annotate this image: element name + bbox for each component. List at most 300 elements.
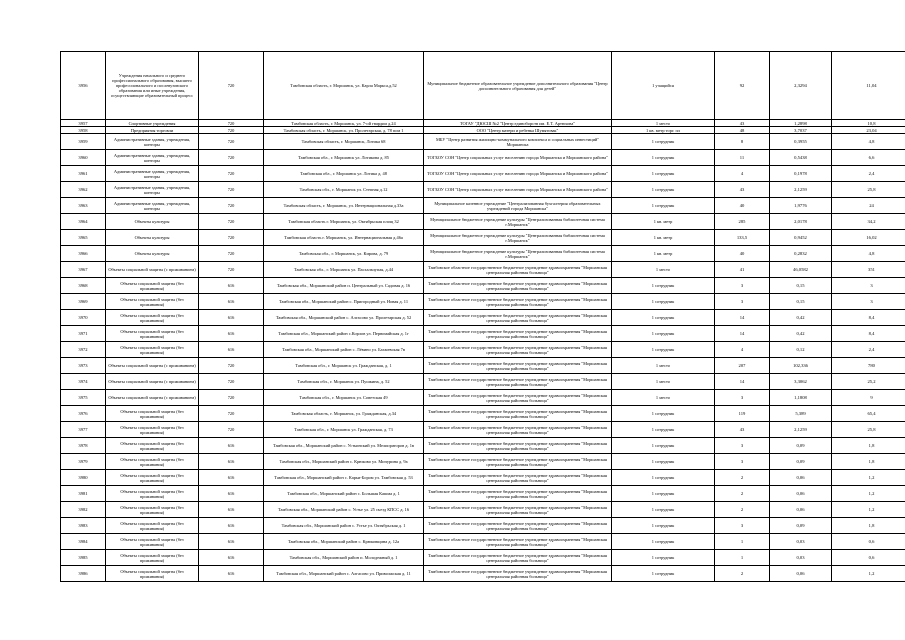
norm-cell: 0,09 — [770, 518, 832, 534]
volume-cell: 1,2 — [832, 470, 905, 486]
object-type-cell: Объекты культуры — [106, 246, 199, 262]
unit-cell: 1 сотрудник — [612, 438, 715, 454]
object-type-cell: Объекты социальной защиты (без проживания) — [106, 310, 199, 326]
norm-cell: 0,2832 — [770, 246, 832, 262]
norm-cell: 0,5438 — [770, 150, 832, 166]
quantity-cell: 11 — [715, 150, 770, 166]
organization-cell: ООО "Центр матери и ребенка Шумятовак" — [424, 127, 612, 134]
category-code-cell: 720 — [199, 120, 264, 127]
object-type-cell: Объекты культуры — [106, 214, 199, 230]
volume-cell: 351 — [832, 262, 905, 278]
organization-cell: Тамбовское областное государственное бюджетное учреждение здравоохранения "Моршанская центральная районная больница" — [424, 278, 612, 294]
unit-cell: 1 место — [612, 358, 715, 374]
category-code-cell: 720 — [199, 406, 264, 422]
object-type-cell: Предприятия торговли — [106, 127, 199, 134]
volume-cell: 23,04 — [832, 127, 905, 134]
row-number-cell: 3961 — [61, 166, 106, 182]
unit-cell: 1 сотрудник — [612, 470, 715, 486]
unit-cell: 1 кв. метр — [612, 214, 715, 230]
volume-cell: 8,4 — [832, 326, 905, 342]
quantity-cell: 1 — [715, 550, 770, 566]
address-cell: Тамбовская обл., г. Моршанск ул. Степная д.12 — [264, 182, 424, 198]
row-number-cell: 3976 — [61, 406, 106, 422]
quantity-cell: 2 — [715, 486, 770, 502]
row-number-cell: 3984 — [61, 534, 106, 550]
table-row — [61, 310, 905, 326]
organization-cell: ТОГАУ "ДЮСШ №2 "Центр единоборств им. Е.Т. Артюхова" — [424, 120, 612, 127]
object-type-cell: Объекты социальной защиты (без проживания) — [106, 534, 199, 550]
quantity-cell: 3 — [715, 518, 770, 534]
quantity-cell: 14 — [715, 374, 770, 390]
norm-cell: 0,9452 — [770, 230, 832, 246]
address-cell: Тамбовская обл., Моршанский район п. Центральный ул. Садовая д. 16 — [264, 278, 424, 294]
table-row — [61, 127, 905, 134]
row-number-cell: 3967 — [61, 262, 106, 278]
table-body — [61, 52, 905, 582]
norm-cell: 2,1259 — [770, 422, 832, 438]
organization-cell: Тамбовское областное государственное бюджетное учреждение здравоохранения "Моршанская центральная районная больница" — [424, 534, 612, 550]
norm-cell: 5,389 — [770, 406, 832, 422]
unit-cell: 1 сотрудник — [612, 182, 715, 198]
unit-cell: 1 кв. метр торг. пл — [612, 127, 715, 134]
table-row — [61, 198, 905, 214]
row-number-cell: 3974 — [61, 374, 106, 390]
address-cell: Тамбовская обл., Моршанский район с.Корлов ул. Первомайская д. 1г — [264, 326, 424, 342]
norm-cell: 1,2898 — [770, 120, 832, 127]
norm-cell: 102,336 — [770, 358, 832, 374]
quantity-cell: 4 — [715, 166, 770, 182]
volume-cell: 1,2 — [832, 486, 905, 502]
table-row — [61, 182, 905, 198]
object-type-cell: Учреждения начального и среднего профессионального образования, высшего профессионального и послевузовского образования или иные учреждения, осуществляющие образовательный процесс — [106, 52, 199, 120]
address-cell: Тамбовская область, г. Моршанск, ул. 7-ой гвардии д.24 — [264, 120, 424, 127]
organization-cell: Муниципальное бюджетное учреждение культуры "Централизованная библиотечная система г.Моршанск" — [424, 214, 612, 230]
category-code-cell: 720 — [199, 198, 264, 214]
volume-cell: 34,2 — [832, 214, 905, 230]
unit-cell: 1 место — [612, 374, 715, 390]
norm-cell: 0,15 — [770, 294, 832, 310]
volume-cell: 0,6 — [832, 534, 905, 550]
row-number-cell: 3973 — [61, 358, 106, 374]
row-number-cell: 3960 — [61, 150, 106, 166]
row-number-cell: 3971 — [61, 326, 106, 342]
row-number-cell: 3977 — [61, 422, 106, 438]
unit-cell: 1 сотрудник — [612, 134, 715, 150]
norm-cell: 0,1978 — [770, 166, 832, 182]
address-cell: Тамбовская обл., Моршанский район с. Крюковщина д. 12а — [264, 534, 424, 550]
norm-cell: 0,06 — [770, 566, 832, 582]
table-row — [61, 262, 905, 278]
unit-cell: 1 сотрудник — [612, 166, 715, 182]
table-row — [61, 134, 905, 150]
table-row — [61, 120, 905, 127]
norm-cell: 0,03 — [770, 550, 832, 566]
unit-cell: 1 кв. метр — [612, 246, 715, 262]
address-cell: Тамбовская обл., Моршанский район с. Пригородный ул. Новая д. 11 — [264, 294, 424, 310]
category-code-cell: 616 — [199, 518, 264, 534]
unit-cell: 1 сотрудник — [612, 486, 715, 502]
object-type-cell: Объекты социальной защиты (без проживания) — [106, 502, 199, 518]
row-number-cell: 3982 — [61, 502, 106, 518]
quantity-cell: 41 — [715, 262, 770, 278]
unit-cell: 1 место — [612, 120, 715, 127]
address-cell: Тамбовская обл., Моршанский район с. Лёвино ул. Бахмевская 7в — [264, 342, 424, 358]
object-type-cell: Объекты социальной защиты (без проживания) — [106, 550, 199, 566]
address-cell: Тамбовская область г. Моршанск, ул. Интернациональная д.46а — [264, 230, 424, 246]
category-code-cell: 720 — [199, 214, 264, 230]
volume-cell: 11,04 — [832, 52, 905, 120]
table-row — [61, 454, 905, 470]
volume-cell: 3 — [832, 294, 905, 310]
organization-cell: Тамбовское областное государственное бюджетное учреждение здравоохранения "Моршанская центральная районная больница" — [424, 374, 612, 390]
volume-cell: 24 — [832, 198, 905, 214]
object-type-cell: Объекты социальной защиты (без проживания) — [106, 566, 199, 582]
organization-cell: Тамбовское областное государственное бюджетное учреждение здравоохранения "Моршанская центральная районная больница" — [424, 390, 612, 406]
quantity-cell: 2 — [715, 502, 770, 518]
category-code-cell: 616 — [199, 566, 264, 582]
object-type-cell: Объекты социальной защиты (без проживания) — [106, 294, 199, 310]
unit-cell: 1 сотрудник — [612, 310, 715, 326]
quantity-cell: 92 — [715, 52, 770, 120]
unit-cell: 1 учащийся — [612, 52, 715, 120]
row-number-cell: 3969 — [61, 294, 106, 310]
volume-cell: 6,6 — [832, 150, 905, 166]
object-type-cell: Объекты социальной защиты (с проживанием) — [106, 358, 199, 374]
volume-cell: 65,4 — [832, 406, 905, 422]
norm-cell: 0,06 — [770, 486, 832, 502]
norm-cell: 0,03 — [770, 534, 832, 550]
quantity-cell: 4 — [715, 342, 770, 358]
address-cell: Тамбовская обл., Моршанский район п. Молодежный д. 1 — [264, 550, 424, 566]
quantity-cell: 3 — [715, 390, 770, 406]
row-number-cell: 3965 — [61, 230, 106, 246]
table-row — [61, 214, 905, 230]
unit-cell: 1 место — [612, 390, 715, 406]
category-code-cell: 616 — [199, 470, 264, 486]
address-cell: Тамбовская обл., г. Моршанск ул. Лотика д. 48 — [264, 166, 424, 182]
organization-cell: Тамбовское областное государственное бюджетное учреждение здравоохранения "Моршанская центральная районная больница" — [424, 310, 612, 326]
volume-cell: 0,6 — [832, 550, 905, 566]
waste-norms-table — [60, 51, 905, 582]
category-code-cell: 720 — [199, 127, 264, 134]
organization-cell: Муниципальное бюджетное учреждение культуры "Централизованная библиотечная система г.Моршанск" — [424, 246, 612, 262]
unit-cell: 1 сотрудник — [612, 294, 715, 310]
table-row — [61, 230, 905, 246]
address-cell: Тамбовская обл., Моршанский район с. Алгасово ул. Пролетарская д. 52 — [264, 310, 424, 326]
volume-cell: 25,8 — [832, 422, 905, 438]
unit-cell: 1 сотрудник — [612, 502, 715, 518]
table-row — [61, 566, 905, 582]
volume-cell: 1,8 — [832, 454, 905, 470]
volume-cell: 25,2 — [832, 374, 905, 390]
object-type-cell: Объекты социальной защиты (с проживанием) — [106, 262, 199, 278]
volume-cell: 1,8 — [832, 438, 905, 454]
table-row — [61, 166, 905, 182]
row-number-cell: 3968 — [61, 278, 106, 294]
category-code-cell: 616 — [199, 326, 264, 342]
object-type-cell: Спортивные учреждения — [106, 120, 199, 127]
row-number-cell: 3972 — [61, 342, 106, 358]
organization-cell: ТОГБОУ СОН "Центр социальных услуг населению города Моршанска и Моршанского района" — [424, 182, 612, 198]
organization-cell: Тамбовское областное государственное бюджетное учреждение здравоохранения "Моршанская центральная районная больница" — [424, 326, 612, 342]
volume-cell: 3 — [832, 278, 905, 294]
address-cell: Тамбовская обл., Моршанский район с. Устье ул. Октябрьская д. 1 — [264, 518, 424, 534]
table-row — [61, 278, 905, 294]
organization-cell: Тамбовское областное государственное бюджетное учреждение здравоохранения "Моршанская центральная районная больница" — [424, 470, 612, 486]
table-row — [61, 518, 905, 534]
norm-cell: 2,3294 — [770, 52, 832, 120]
category-code-cell: 616 — [199, 294, 264, 310]
address-cell: Тамбовская обл., Моршанский район с. Большая Кашма д. 1 — [264, 486, 424, 502]
object-type-cell: Административные здания, учреждения, конторы — [106, 134, 199, 150]
object-type-cell: Объекты социальной защиты (без проживания) — [106, 342, 199, 358]
organization-cell: Тамбовское областное государственное бюджетное учреждение здравоохранения "Моршанская центральная районная больница" — [424, 342, 612, 358]
unit-cell: 1 сотрудник — [612, 278, 715, 294]
row-number-cell: 3963 — [61, 198, 106, 214]
quantity-cell: 3 — [715, 438, 770, 454]
row-number-cell: 3983 — [61, 518, 106, 534]
object-type-cell: Административные здания, учреждения, конторы — [106, 166, 199, 182]
address-cell: Тамбовская область г. Моршанск, ул. Октябрьская площ 32 — [264, 214, 424, 230]
unit-cell: 1 место — [612, 262, 715, 278]
category-code-cell: 720 — [199, 358, 264, 374]
organization-cell: Тамбовское областное государственное бюджетное учреждение здравоохранения "Моршанская центральная районная больница" — [424, 454, 612, 470]
volume-cell: 16,02 — [832, 230, 905, 246]
category-code-cell: 720 — [199, 230, 264, 246]
quantity-cell: 133,5 — [715, 230, 770, 246]
row-number-cell: 3970 — [61, 310, 106, 326]
quantity-cell: 207 — [715, 358, 770, 374]
address-cell: Тамбовская область, г. Моршанск, Лотика 68 — [264, 134, 424, 150]
table-row — [61, 52, 905, 120]
table-row — [61, 486, 905, 502]
table-row — [61, 326, 905, 342]
norm-cell: 0,42 — [770, 326, 832, 342]
norm-cell: 0,42 — [770, 310, 832, 326]
row-number-cell: 3980 — [61, 470, 106, 486]
organization-cell: Тамбовское областное государственное бюджетное учреждение здравоохранения "Моршанская центральная районная больница" — [424, 438, 612, 454]
table-row — [61, 294, 905, 310]
table-row — [61, 550, 905, 566]
category-code-cell: 720 — [199, 246, 264, 262]
norm-cell: 3,3062 — [770, 374, 832, 390]
row-number-cell: 3956 — [61, 52, 106, 120]
address-cell: Тамбовская обл., г. Моршанск ул. Гражданская, д. 1 — [264, 358, 424, 374]
organization-cell: Тамбовское областное государственное бюджетное учреждение здравоохранения "Моршанская центральная районная больница" — [424, 486, 612, 502]
table-row — [61, 470, 905, 486]
table-row — [61, 374, 905, 390]
object-type-cell: Объекты социальной защиты (без проживания) — [106, 454, 199, 470]
address-cell: Тамбовская обл., г. Моршанск ул. Лотикова д. 85 — [264, 150, 424, 166]
object-type-cell: Объекты социальной защиты (без проживания) — [106, 326, 199, 342]
category-code-cell: 720 — [199, 166, 264, 182]
unit-cell: 1 сотрудник — [612, 150, 715, 166]
object-type-cell: Объекты социальной защиты (без проживания) — [106, 422, 199, 438]
category-code-cell: 720 — [199, 134, 264, 150]
object-type-cell: Объекты культуры — [106, 230, 199, 246]
quantity-cell: 3 — [715, 454, 770, 470]
norm-cell: 46,0582 — [770, 262, 832, 278]
quantity-cell: 285 — [715, 214, 770, 230]
volume-cell: 4,8 — [832, 246, 905, 262]
organization-cell: Муниципальное бюджетное образовательное учреждение дополнительного образования "Центр дополнительного образования для детей" — [424, 52, 612, 120]
address-cell: Тамбовская обл., г. Моршанск ул. Советская 49 — [264, 390, 424, 406]
category-code-cell: 720 — [199, 422, 264, 438]
norm-cell: 2,1259 — [770, 182, 832, 198]
address-cell: Тамбовская обл., г. Моршанск, ул. Кирова, д. 79 — [264, 246, 424, 262]
quantity-cell: 14 — [715, 326, 770, 342]
category-code-cell: 616 — [199, 310, 264, 326]
row-number-cell: 3959 — [61, 134, 106, 150]
volume-cell: 1,2 — [832, 566, 905, 582]
object-type-cell: Объекты социальной защиты (без проживания) — [106, 438, 199, 454]
quantity-cell: 8 — [715, 134, 770, 150]
row-number-cell: 3966 — [61, 246, 106, 262]
address-cell: Тамбовская обл., г. Моршанск ул. Пасхальчупая, д.44 — [264, 262, 424, 278]
table-row — [61, 534, 905, 550]
norm-cell: 3,7037 — [770, 127, 832, 134]
unit-cell: 1 сотрудник — [612, 454, 715, 470]
object-type-cell: Объекты социальной защиты (без проживания) — [106, 278, 199, 294]
unit-cell: 1 сотрудник — [612, 422, 715, 438]
object-type-cell: Объекты социальной защиты (без проживания) — [106, 486, 199, 502]
unit-cell: 1 сотрудник — [612, 406, 715, 422]
organization-cell: Тамбовское областное государственное бюджетное учреждение здравоохранения "Моршанская центральная районная больница" — [424, 294, 612, 310]
address-cell: Тамбовская область, г. Моршанск, ул. Интернациональная д.33а — [264, 198, 424, 214]
object-type-cell: Объекты социальной защиты (без проживания) — [106, 406, 199, 422]
category-code-cell: 720 — [199, 374, 264, 390]
volume-cell: 2,4 — [832, 342, 905, 358]
row-number-cell: 3978 — [61, 438, 106, 454]
row-number-cell: 3962 — [61, 182, 106, 198]
quantity-cell: 40 — [715, 198, 770, 214]
volume-cell: 780 — [832, 358, 905, 374]
category-code-cell: 616 — [199, 550, 264, 566]
row-number-cell: 3957 — [61, 120, 106, 127]
category-code-cell: 616 — [199, 486, 264, 502]
norm-cell: 0,09 — [770, 454, 832, 470]
address-cell: Тамбовская обл., Моршанский район с. Устье ул. 25 съезд КПСС д. 16 — [264, 502, 424, 518]
row-number-cell: 3981 — [61, 486, 106, 502]
quantity-cell: 43 — [715, 422, 770, 438]
row-number-cell: 3964 — [61, 214, 106, 230]
row-number-cell: 3986 — [61, 566, 106, 582]
organization-cell: Тамбовское областное государственное бюджетное учреждение здравоохранения "Моршанская центральная районная больница" — [424, 358, 612, 374]
table-row — [61, 246, 905, 262]
table-row — [61, 422, 905, 438]
volume-cell: 4,8 — [832, 134, 905, 150]
row-number-cell: 3985 — [61, 550, 106, 566]
unit-cell: 1 сотрудник — [612, 566, 715, 582]
quantity-cell: 2 — [715, 470, 770, 486]
norm-cell: 0,09 — [770, 438, 832, 454]
category-code-cell: 720 — [199, 182, 264, 198]
unit-cell: 1 сотрудник — [612, 534, 715, 550]
address-cell: Тамбовская область, г. Моршанск, ул. Карла Маркса,д.52 — [264, 52, 424, 120]
table-row — [61, 358, 905, 374]
category-code-cell: 616 — [199, 454, 264, 470]
organization-cell: Муниципальное казенное учреждение "Централизованная бухгалтерия образовательных учреждений города Моршанска" — [424, 198, 612, 214]
object-type-cell: Административные здания, учреждения, конторы — [106, 182, 199, 198]
volume-cell: 8,4 — [832, 310, 905, 326]
category-code-cell: 616 — [199, 278, 264, 294]
unit-cell: 1 сотрудник — [612, 342, 715, 358]
organization-cell: Тамбовское областное государственное бюджетное учреждение здравоохранения "Моршанская центральная районная больница" — [424, 550, 612, 566]
norm-cell: 0,3955 — [770, 134, 832, 150]
organization-cell: ТОГБОУ СОН "Центр социальных услуг населению города Моршанска и Моршанского района" — [424, 150, 612, 166]
category-code-cell: 616 — [199, 438, 264, 454]
organization-cell: МБУ "Центр развития жилищно-коммунального комплекса и социальных инвестиций" Моршанска — [424, 134, 612, 150]
table-row — [61, 502, 905, 518]
category-code-cell: 616 — [199, 534, 264, 550]
address-cell: Тамбовская область, г. Моршанск, ул. Пролетарская, д. 78 пом 1 — [264, 127, 424, 134]
table-row — [61, 438, 905, 454]
organization-cell: Тамбовское областное государственное бюджетное учреждение здравоохранения "Моршанская центральная районная больница" — [424, 262, 612, 278]
quantity-cell: 2 — [715, 566, 770, 582]
address-cell: Тамбовская обл., г. Моршанск ул. Пушкина, д. 52 — [264, 374, 424, 390]
category-code-cell: 720 — [199, 262, 264, 278]
organization-cell: Тамбовское областное государственное бюджетное учреждение здравоохранения "Моршанская центральная районная больница" — [424, 566, 612, 582]
volume-cell: 25,8 — [832, 182, 905, 198]
address-cell: Тамбовская область, г. Моршанск, ул. Гражданская, д.34 — [264, 406, 424, 422]
organization-cell: Тамбовское областное государственное бюджетное учреждение здравоохранения "Моршанская центральная районная больница" — [424, 422, 612, 438]
unit-cell: 1 сотрудник — [612, 326, 715, 342]
object-type-cell: Объекты социальной защиты (без проживания) — [106, 518, 199, 534]
category-code-cell: 616 — [199, 342, 264, 358]
unit-cell: 1 сотрудник — [612, 198, 715, 214]
volume-cell: 2,4 — [832, 166, 905, 182]
norm-cell: 1,9776 — [770, 198, 832, 214]
address-cell: Тамбовская обл., Моршанский район с. Алгасово ул. Приволжская д. 11 — [264, 566, 424, 582]
object-type-cell: Административные здания, учреждения, конторы — [106, 198, 199, 214]
norm-cell: 0,15 — [770, 278, 832, 294]
category-code-cell: 720 — [199, 52, 264, 120]
quantity-cell: 3 — [715, 294, 770, 310]
table-row — [61, 342, 905, 358]
volume-cell: 10,8 — [832, 120, 905, 127]
row-number-cell: 3979 — [61, 454, 106, 470]
category-code-cell: 720 — [199, 390, 264, 406]
norm-cell: 0,06 — [770, 502, 832, 518]
table-row — [61, 150, 905, 166]
table-row — [61, 406, 905, 422]
row-number-cell: 3975 — [61, 390, 106, 406]
address-cell: Тамбовская обл., Моршанский район с. Устьинский ул. Мелиораторов д. 1в — [264, 438, 424, 454]
norm-cell: 0,06 — [770, 470, 832, 486]
norm-cell: 1,1808 — [770, 390, 832, 406]
quantity-cell: 14 — [715, 310, 770, 326]
table-row — [61, 390, 905, 406]
category-code-cell: 616 — [199, 502, 264, 518]
unit-cell: 1 кв. метр — [612, 230, 715, 246]
address-cell: Тамбовская обл., г. Моршанск ул. Гражданская, д. 73 — [264, 422, 424, 438]
unit-cell: 1 сотрудник — [612, 518, 715, 534]
object-type-cell: Объекты социальной защиты (без проживания) — [106, 470, 199, 486]
object-type-cell: Объекты социальной защиты (с проживанием) — [106, 374, 199, 390]
unit-cell: 1 сотрудник — [612, 550, 715, 566]
quantity-cell: 119 — [715, 406, 770, 422]
organization-cell: Тамбовское областное государственное бюджетное учреждение здравоохранения "Моршанская центральная районная больница" — [424, 518, 612, 534]
object-type-cell: Административные здания, учреждения, конторы — [106, 150, 199, 166]
address-cell: Тамбовская обл., Моршанский район с. Крюково ул. Мичурина д. 9а — [264, 454, 424, 470]
address-cell: Тамбовская обл., Моршанский район с. Карьи-Бором ул. Тамбовская д. 53 — [264, 470, 424, 486]
norm-cell: 2,0178 — [770, 214, 832, 230]
volume-cell: 1,2 — [832, 502, 905, 518]
volume-cell: 9 — [832, 390, 905, 406]
organization-cell: ТОГБОУ СОН "Центр социальных услуг населению города Моршанска и Моршанского района" — [424, 166, 612, 182]
norm-cell: 0,12 — [770, 342, 832, 358]
organization-cell: Тамбовское областное государственное бюджетное учреждение здравоохранения "Моршанская центральная районная больница" — [424, 502, 612, 518]
